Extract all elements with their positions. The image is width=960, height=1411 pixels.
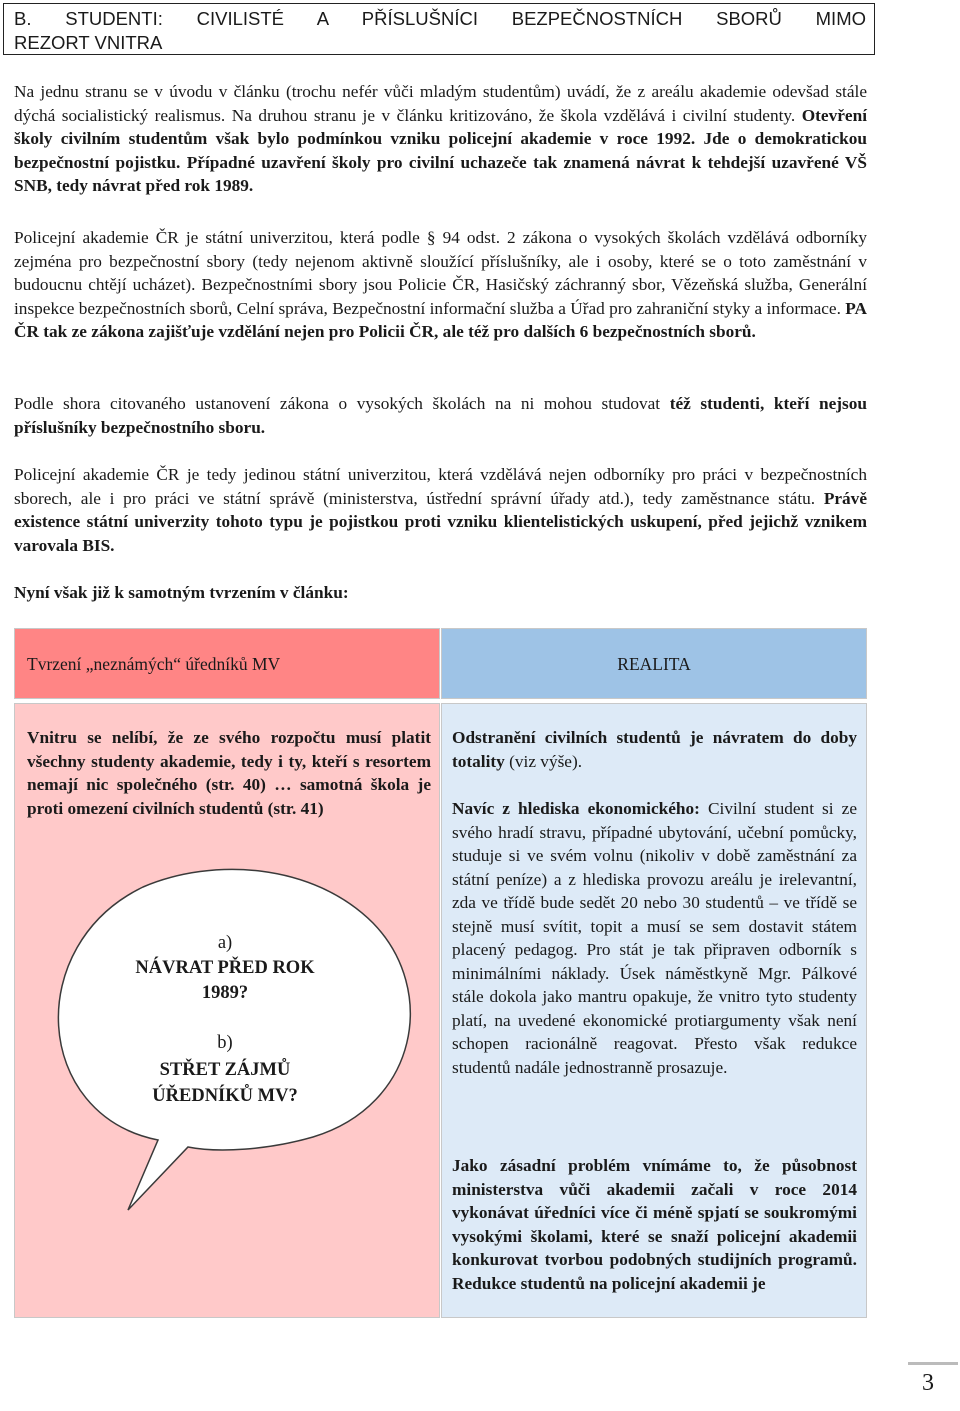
paragraph-3-text: Podle shora citovaného ustanovení zákona o vysokých školách na ni mohou studovat [14, 394, 670, 413]
table-header-claims-label: Tvrzení „neznámých“ úředníků MV [27, 654, 281, 674]
paragraph-1-text: Na jednu stranu se v úvodu v článku (trochu nefér vůči mladým studentům) uvádí, že z areálu akademie odevšad stále dýchá socialistický realismus. Na druhou stranu je v článku kritizováno, že škola vzdělává i civilní studenty. [14, 82, 867, 125]
paragraph-5 [14, 581, 867, 605]
section-heading [3, 3, 875, 55]
page-number-rule [908, 1362, 958, 1365]
paragraph-4-text: Policejní akademie ČR je tedy jedinou státní univerzitou, která vzdělává nejen odborníky pro práci v bezpečnostních sborech, ale i pro práci ve státní správě (ministerstva, ústřední správní úřady atd.), tedy zaměstnance státu. [14, 465, 867, 508]
page-number: 3 [922, 1370, 934, 1396]
claims-text-bold: Vnitru se nelíbí, že ze svého rozpočtu musí platit všechny studenty akademie, tedy i ty, kteří s resortem nemají nic společného (str. 40) … samotná škola je proti omezení civilních studentů (str. 41) [27, 728, 431, 818]
bubble-a-line1 [80, 956, 370, 981]
paragraph-1-bold: Otevření školy civilním studentům však bylo podmínkou vzniku policejní akademie v roce 1992. Jde o demokratickou bezpečnostní pojistku. Případné uzavření školy pro civilní uchazeče tak znamená návrat k tehdejší uzavřené VŠ SNB, tedy návrat před rok 1989. [14, 105, 867, 195]
bubble-a-line2-text: 1989? [201, 983, 249, 1003]
reality-paragraph-2-bold: Navíc z hlediska ekonomického: [452, 799, 700, 818]
reality-paragraph-2 [452, 797, 857, 1079]
bubble-b-line2 [80, 1084, 370, 1109]
reality-paragraph-1-bold: Odstranění civilních studentů je návratem do doby totality [452, 728, 857, 771]
paragraph-2 [14, 226, 867, 344]
paragraph-5-bold: Nyní však již k samotným tvrzením v článku: [14, 583, 349, 602]
section-heading-line2: REZORT VNITRA [14, 32, 163, 53]
paragraph-4 [14, 463, 867, 557]
bubble-b-line1 [80, 1058, 370, 1083]
bubble-a-label: a) [217, 933, 233, 953]
reality-paragraph-3-bold: Jako zásadní problém vnímáme to, že působnost ministerstva vůči akademii začali v roce 2014 vykonávat úředníci více či méně spjatí se soukromými vysokými školami, které se snaží policejní akademii konkurovat tvorbou podobných studijních programů. Redukce studentů na policejní akademii je [452, 1156, 857, 1293]
paragraph-3-bold: též studenti, kteří nejsou příslušníky bezpečnostního sboru. [14, 394, 868, 437]
table-header-reality [441, 628, 867, 699]
paragraph-2-bold: PA ČR tak ze zákona zajišťuje vzdělání nejen pro Policii ČR, ale též pro dalších 6 bezpečnostních sborů. [14, 298, 867, 341]
reality-paragraph-3 [452, 1154, 857, 1295]
reality-paragraph-1 [452, 726, 857, 773]
table-header-claims [14, 628, 440, 699]
claims-text [27, 726, 431, 820]
bubble-a-line2 [80, 981, 370, 1006]
reality-paragraph-2-text: Civilní student si ze svého hradí stravu, případné ubytování, učební pomůcky, studuje si ve svém volnu (nikoliv v době zaměstnání za státní peníze) a z hlediska provozu areálu je irelevantní, zda ve třídě bude sedět 20 nebo 30 studentů – ve třídě se stejně musí svítit, topit a musí se sem dostavit státem placený pedagog. Pro stát je tak připraven odborník s minimálními náklady. Úsek náměstkyně Mgr. Pálkové stále dokola jako mantru opakuje, že vnitro tyto studenty platí, na uvedené ekonomické protiargumenty však není schopen racionálně reagovat. Přesto však redukce studentů nadále jednostranně prosazuje. [452, 799, 857, 1077]
paragraph-4-bold: Právě existence státní univerzity tohoto typu je pojistkou proti vzniku klientelistických uskupení, před jejichž vznikem varovala BIS. [14, 488, 867, 555]
reality-paragraph-1-text: (viz výše). [504, 751, 583, 771]
paragraph-3 [14, 392, 867, 439]
bubble-b-line1-text: STŘET ZÁJMŮ [159, 1060, 291, 1080]
bubble-a-line1-text: NÁVRAT PŘED ROK [135, 958, 315, 978]
bubble-b-label: b) [217, 1033, 233, 1053]
section-heading-line1: B. STUDENTI: CIVILISTÉ A PŘÍSLUŠNÍCI BEZPEČNOSTNÍCH SBORŮ MIMO [14, 8, 866, 29]
table-header-reality-label: REALITA [617, 654, 691, 674]
bubble-b-line2-text: ÚŘEDNÍKŮ MV? [152, 1086, 298, 1106]
paragraph-2-text: Policejní akademie ČR je státní univerzitou, která podle § 94 odst. 2 zákona o vysokých školách vzdělává odborníky zejména pro bezpečnostní sbory (tedy nejenom aktivně sloužící příslušníky, ale i osoby, které se o toto zaměstnání v budoucnu chtějí ucházet). Bezpečnostními sbory jsou Policie ČR, Hasičský záchranný sbor, Vězeňská služba, Generální inspekce bezpečnostních sborů, Celní správa, Bezpečnostní informační služba a Úřad pro zahraniční styky a informace. [14, 228, 867, 318]
table-cell-reality [441, 703, 867, 1318]
paragraph-1 [14, 80, 867, 198]
